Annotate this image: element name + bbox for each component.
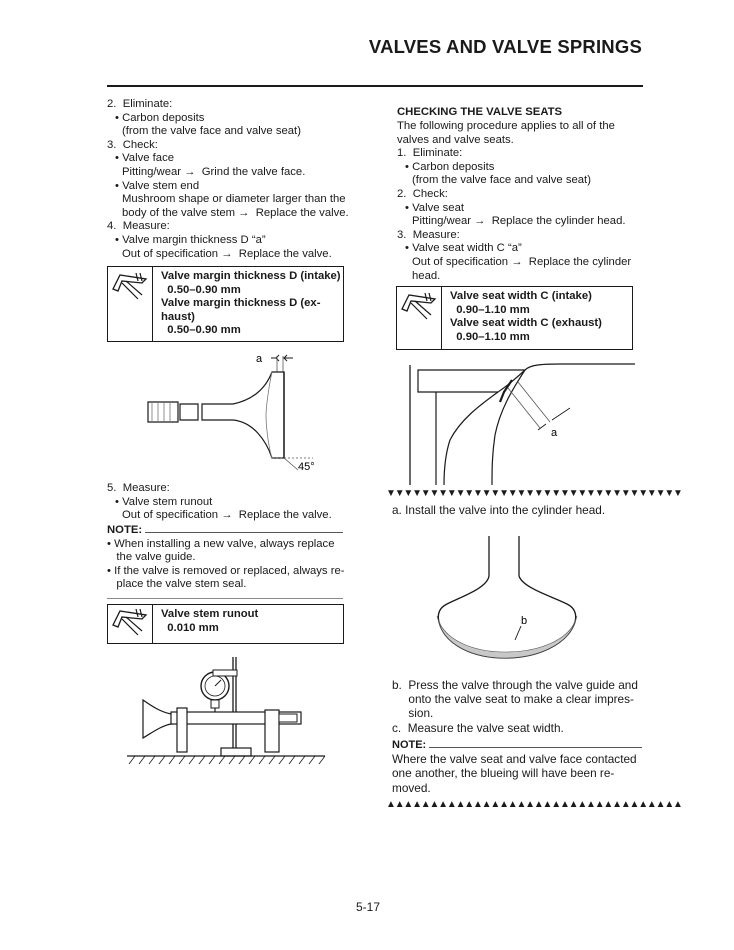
left-note	[107, 524, 343, 592]
text-line: • Carbon deposits	[115, 111, 205, 124]
spec-text	[442, 287, 602, 349]
fig4-label-b: b	[521, 615, 528, 627]
text-line: (from the valve face and valve seat)	[412, 174, 591, 187]
valve-blueing-figure	[435, 536, 585, 666]
page-title: VALVES AND VALVE SPRINGS	[368, 36, 642, 57]
spec-box-seat-width	[396, 286, 633, 350]
text-line: • Valve seat width C “a”	[405, 242, 522, 255]
caliper-icon	[108, 605, 153, 643]
text-line: valves and valve seats.	[397, 133, 514, 146]
caliper-icon	[108, 267, 153, 341]
text-line: Mushroom shape or diameter larger than the	[122, 193, 346, 206]
stem-runout-figure	[125, 652, 340, 772]
note-label: NOTE:	[392, 739, 427, 751]
text-line: • Valve stem end	[115, 179, 200, 192]
header-rule	[107, 85, 643, 87]
text-line: Out of specification → Replace the valve.	[122, 247, 332, 260]
text-line: • Valve stem runout	[115, 495, 213, 508]
spec-line: Valve margin thickness D (intake)	[161, 270, 341, 282]
valve-seat-figure	[400, 360, 640, 485]
spec-line: 0.90–1.10 mm	[450, 303, 530, 316]
text-line: Out of specification → Replace the cylinder	[412, 255, 632, 268]
text-line: 5. Measure:	[107, 482, 170, 494]
page-number: 5-17	[356, 900, 381, 914]
fig3-label-a: a	[551, 427, 558, 439]
caliper-icon	[397, 287, 442, 349]
spec-line: 0.50–0.90 mm	[161, 324, 241, 337]
spec-line: 0.90–1.10 mm	[450, 330, 530, 343]
note-label: NOTE:	[107, 524, 143, 536]
spec-text	[153, 605, 258, 643]
section-begin-marker: ▼▼▼▼▼▼▼▼▼▼▼▼▼▼▼▼▼▼▼▼▼▼▼▼▼▼▼▼▼▼▼▼▼▼	[386, 488, 682, 499]
text-line: The following procedure applies to all of the	[397, 120, 615, 132]
text-line: onto the valve seat to make a clear impres-	[392, 692, 634, 707]
spec-line: Valve margin thickness D (ex-	[161, 297, 321, 310]
text-line: 3. Measure:	[397, 228, 460, 241]
note-line: place the valve stem seal.	[107, 578, 247, 591]
note-line: moved.	[392, 780, 431, 795]
text-line: • Carbon deposits	[405, 160, 495, 173]
spec-line: Valve seat width C (exhaust)	[450, 317, 602, 330]
text-line: (from the valve face and valve seat)	[122, 125, 301, 138]
text-line: b. Press the valve through the valve guide and	[392, 678, 638, 692]
text-line: head.	[412, 269, 441, 282]
left-step5	[107, 482, 347, 523]
right-steps	[397, 120, 647, 283]
step-a: a. Install the valve into the cylinder head.	[392, 503, 606, 517]
note-line: the valve guide.	[107, 551, 196, 564]
fig1-label-a: a	[256, 353, 263, 365]
text-line: Out of specification → Replace the valve.	[122, 509, 332, 522]
spec-line: Valve seat width C (intake)	[450, 290, 592, 302]
spec-text	[153, 267, 341, 341]
spec-line: haust)	[161, 310, 195, 323]
note-line: • When installing a new valve, always replace	[107, 537, 335, 550]
steps-b-c	[392, 678, 647, 735]
text-line: • Valve face	[115, 152, 175, 165]
note-end-rule	[107, 598, 343, 599]
spec-box-margin-thickness	[107, 266, 344, 342]
spec-line: 0.50–0.90 mm	[161, 283, 241, 296]
note-line: one another, the blueing will have been re-	[392, 766, 615, 781]
text-line: 4. Measure:	[107, 220, 170, 233]
text-line: • Valve seat	[405, 201, 465, 214]
spec-line: 0.010 mm	[161, 621, 219, 634]
right-note	[392, 738, 642, 795]
text-line: sion.	[392, 706, 434, 721]
note-line: • If the valve is removed or replaced, always re-	[107, 564, 345, 577]
text-line: Pitting/wear → Replace the cylinder head.	[412, 215, 626, 228]
valve-margin-figure	[138, 350, 338, 475]
spec-box-stem-runout	[107, 604, 344, 644]
text-line: 2. Check:	[397, 187, 448, 200]
text-line: Pitting/wear → Grind the valve face.	[122, 165, 306, 178]
text-line: body of the valve stem → Replace the valve.	[122, 206, 349, 219]
text-line: c. Measure the valve seat width.	[392, 720, 564, 735]
left-steps	[107, 98, 347, 261]
text-line: 2. Eliminate:	[107, 98, 173, 110]
text-line: 3. Check:	[107, 138, 158, 151]
text-line: • Valve margin thickness D “a”	[115, 233, 266, 246]
text-line: 1. Eliminate:	[397, 147, 463, 160]
section-heading: CHECKING THE VALVE SEATS	[397, 106, 563, 118]
fig1-angle: 45°	[298, 461, 315, 473]
section-end-marker: ▲▲▲▲▲▲▲▲▲▲▲▲▲▲▲▲▲▲▲▲▲▲▲▲▲▲▲▲▲▲▲▲▲▲	[386, 799, 682, 810]
note-line: Where the valve seat and valve face contacted	[392, 752, 637, 767]
spec-line: Valve stem runout	[161, 608, 259, 620]
